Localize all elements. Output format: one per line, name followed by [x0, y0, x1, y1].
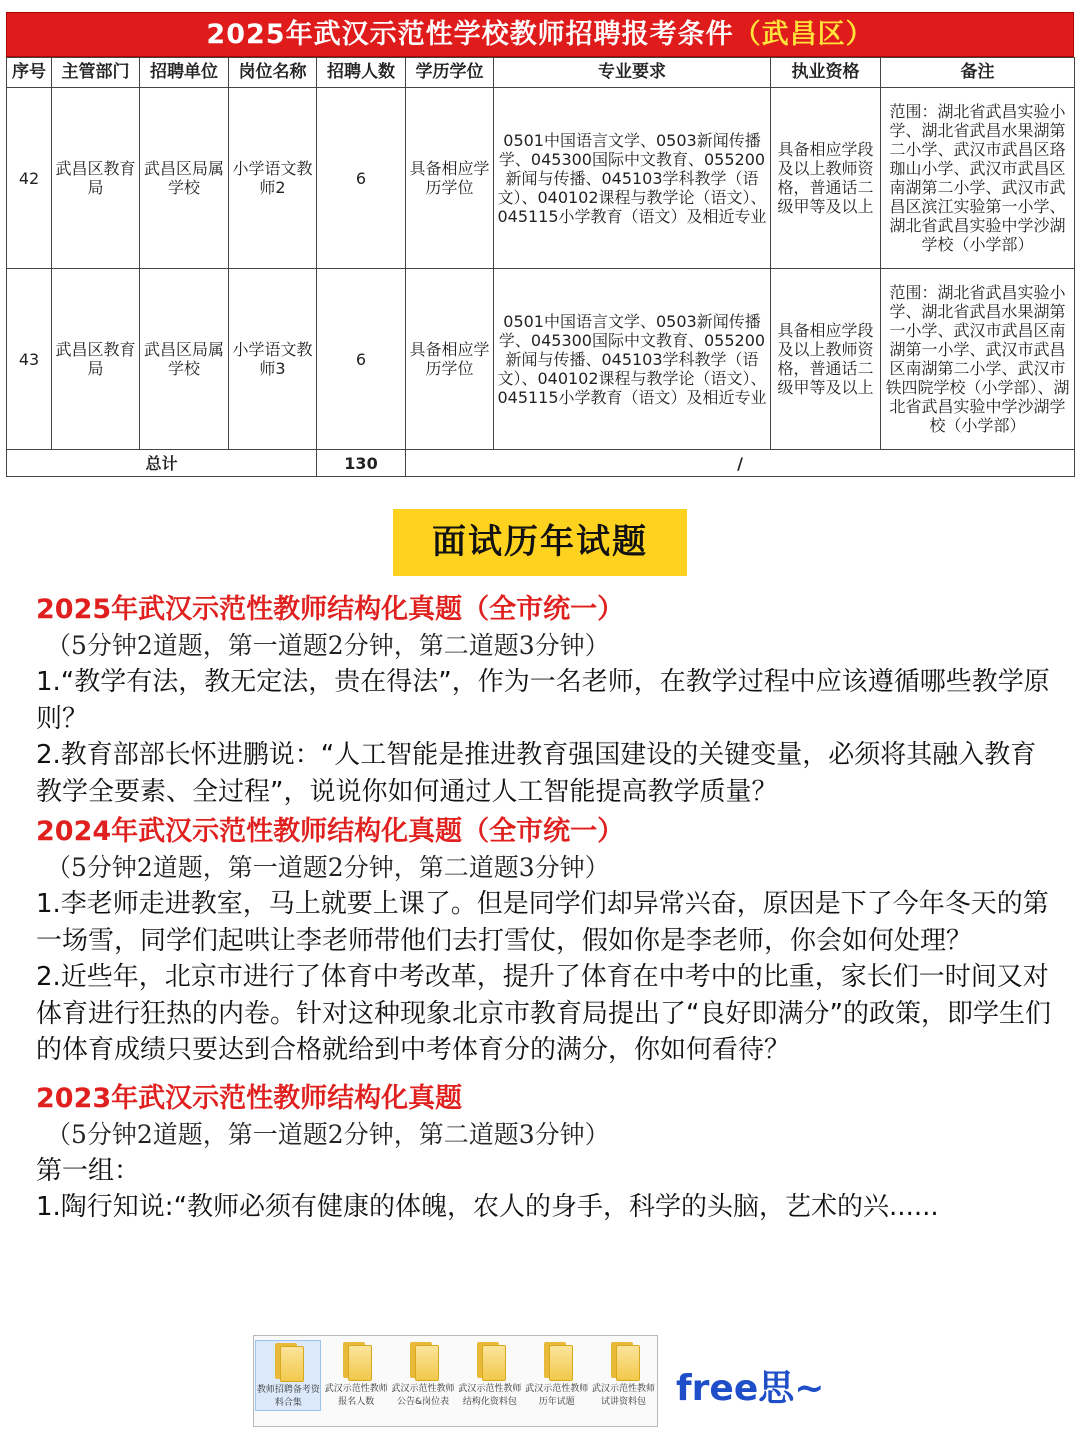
header-cert: 执业资格 — [771, 58, 881, 88]
header-no: 序号 — [7, 58, 52, 88]
header-major: 专业要求 — [494, 58, 771, 88]
folder-icon — [339, 1342, 373, 1380]
folder-icon — [406, 1342, 440, 1380]
header-count: 招聘人数 — [317, 58, 406, 88]
folder-item[interactable] — [592, 1340, 656, 1409]
folder-label: 教师招聘备考资料合集 — [256, 1385, 320, 1408]
cell-cert: 具备相应学段及以上教师资格，普通话二级甲等及以上 — [771, 88, 881, 269]
section-title-badge: 面试历年试题 — [393, 509, 687, 576]
question-item: 2.教育部部长怀进鹏说：“人工智能是推进教育强国建设的关键变量，必须将其融入教育教学全要素、全过程”，说说你如何通过人工智能提高教学质量？ — [36, 740, 1037, 807]
folder-list — [253, 1335, 658, 1427]
folder-icon — [271, 1343, 305, 1381]
question-item: 1.“教学有法，教无定法，贵在得法”，作为一名老师，在教学过程中应该遵循哪些教学原则？ — [36, 667, 1050, 734]
section-subtitle-2025: （5分钟2道题，第一道题2分钟，第二道题3分钟） — [46, 631, 610, 660]
folder-label: 武汉示范性教师试讲资料包 — [592, 1384, 656, 1407]
group-label: 第一组： — [36, 1155, 141, 1186]
interview-questions — [36, 592, 1056, 1226]
requirements-table — [6, 57, 1075, 477]
folder-label: 武汉示范性教师结构化资料包 — [458, 1384, 522, 1407]
table-title-main: 2025年武汉示范性学校教师招聘报考条件 — [206, 19, 734, 50]
cell-post: 小学语文教师3 — [229, 269, 317, 450]
table-total-row — [7, 450, 1075, 477]
table-row — [7, 88, 1075, 269]
table-header-row — [7, 58, 1075, 88]
folder-item[interactable] — [324, 1340, 388, 1409]
total-label: 总计 — [7, 450, 317, 477]
question-item: 1.陶行知说:“教师必须有健康的体魄，农人的身手，科学的头脑，艺术的兴...... — [36, 1192, 939, 1222]
header-note: 备注 — [881, 58, 1075, 88]
header-edu: 学历学位 — [406, 58, 494, 88]
cell-no: 43 — [7, 269, 52, 450]
table-row — [7, 269, 1075, 450]
section-subtitle-2023: （5分钟2道题，第一道题2分钟，第二道题3分钟） — [46, 1119, 610, 1149]
folder-label: 武汉示范性教师公告&岗位表 — [391, 1384, 455, 1407]
total-count: 130 — [317, 450, 406, 477]
table-title — [6, 12, 1074, 57]
folder-icon — [607, 1342, 641, 1380]
question-item: 2.近些年，北京市进行了体育中考改革，提升了体育在中考中的比重，家长们一时间又对体育进行狂热的内卷。针对这种现象北京市教育局提出了“良好即满分”的政策，即学生们的体育成绩只要达到合格就给到中考体育分的满分，你如何看待？ — [36, 962, 1051, 1065]
cell-count: 6 — [317, 269, 406, 450]
header-unit: 招聘单位 — [140, 58, 229, 88]
table-title-district: （武昌区） — [733, 19, 874, 50]
cell-unit: 武昌区局属学校 — [140, 88, 229, 269]
cell-unit: 武昌区局属学校 — [140, 269, 229, 450]
cell-post: 小学语文教师2 — [229, 88, 317, 269]
folder-item[interactable] — [255, 1340, 321, 1411]
section-subtitle-2024: （5分钟2道题，第一道题2分钟，第二道题3分钟） — [46, 853, 610, 882]
cell-cert: 具备相应学段及以上教师资格，普通话二级甲等及以上 — [771, 269, 881, 450]
folder-icon — [540, 1342, 574, 1380]
cell-note: 范围：湖北省武昌实验小学、湖北省武昌水果湖第二小学、武汉市武昌区珞珈山小学、武汉市武昌区南湖第二小学、武汉市武昌区滨江实验第一小学、湖北省武昌实验中学沙湖学校（小学部） — [881, 88, 1075, 269]
cell-dept: 武昌区教育局 — [52, 269, 140, 450]
cell-edu: 具备相应学历学位 — [406, 88, 494, 269]
cell-note: 范围：湖北省武昌实验小学、湖北省武昌水果湖第一小学、武汉市武昌区南湖第一小学、武汉市武昌区南湖第二小学、武汉市铁四院学校（小学部）、湖北省武昌实验中学沙湖学校（小学部） — [881, 269, 1075, 450]
cell-major: 0501中国语言文学、0503新闻传播学、045300国际中文教育、055200新闻与传播、045103学科教学（语文）、040102课程与教学论（语文）、045115小学教育（语文）及相近专业 — [494, 88, 771, 269]
header-dept: 主管部门 — [52, 58, 140, 88]
folder-label: 武汉示范性教师报名人数 — [324, 1384, 388, 1407]
folder-item[interactable] — [525, 1340, 589, 1409]
cell-edu: 具备相应学历学位 — [406, 269, 494, 450]
cell-count: 6 — [317, 88, 406, 269]
section-heading-2023: 2023年武汉示范性教师结构化真题 — [36, 1082, 463, 1114]
header-post: 岗位名称 — [229, 58, 317, 88]
section-heading-2025: 2025年武汉示范性教师结构化真题（全市统一） — [36, 594, 625, 625]
cell-no: 42 — [7, 88, 52, 269]
folder-label: 武汉示范性教师历年试题 — [525, 1384, 589, 1407]
recruitment-table-block — [6, 12, 1074, 477]
brand-text: free思~ — [676, 1368, 825, 1409]
folder-item[interactable] — [458, 1340, 522, 1409]
cell-major: 0501中国语言文学、0503新闻传播学、045300国际中文教育、055200新闻与传播、045103学科教学（语文）、040102课程与教学论（语文）、045115小学教育（语文）及相近专业 — [494, 269, 771, 450]
question-item: 1.李老师走进教室，马上就要上课了。但是同学们却异常兴奋，原因是下了今年冬天的第一场雪，同学们起哄让李老师带他们去打雪仗，假如你是李老师，你会如何处理？ — [36, 889, 1049, 956]
folder-icon — [473, 1342, 507, 1380]
folder-item[interactable] — [391, 1340, 455, 1409]
section-heading-2024: 2024年武汉示范性教师结构化真题（全市统一） — [36, 816, 625, 847]
total-rest: / — [406, 450, 1075, 477]
cell-dept: 武昌区教育局 — [52, 88, 140, 269]
